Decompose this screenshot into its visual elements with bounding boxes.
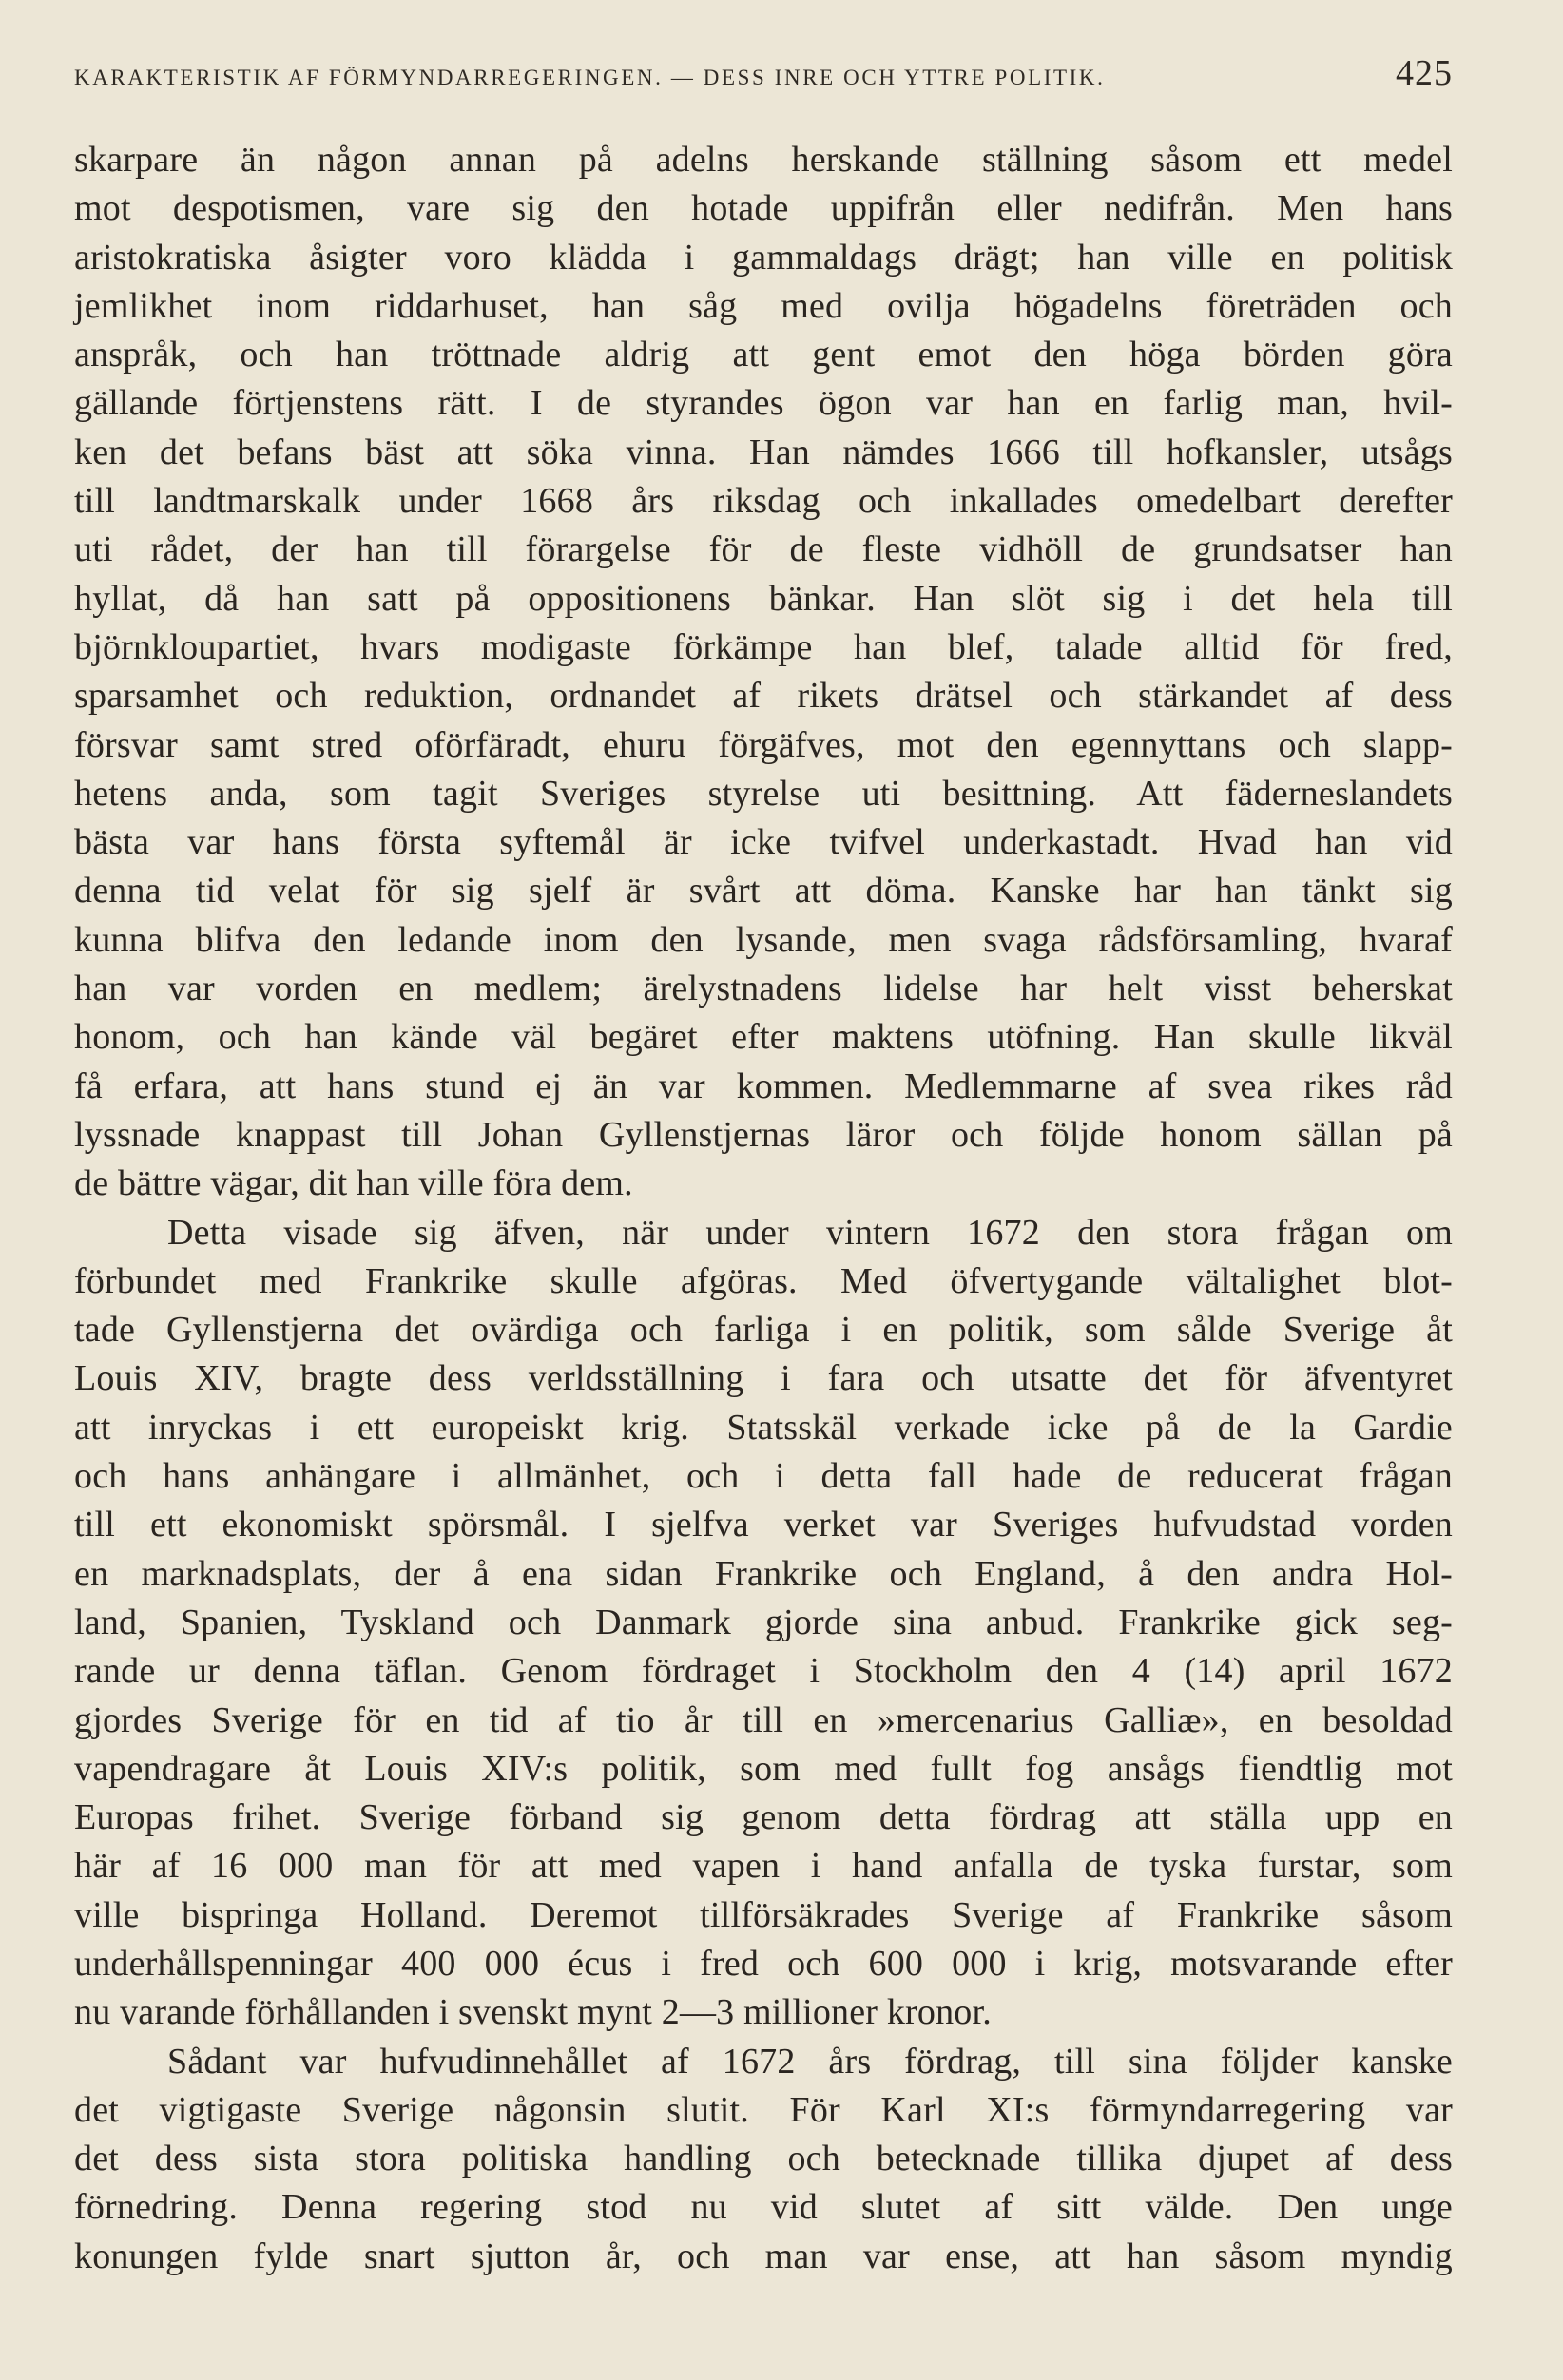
- text-line: tade Gyllenstjerna det ovärdiga och farliga i en politik, som sålde Sverige åt: [74, 1310, 1453, 1351]
- text-line: förnedring. Denna regering stod nu vid slutet af sitt välde. Den unge: [74, 2187, 1453, 2228]
- text-line: denna tid velat för sig sjelf är svårt att döma. Kanske har han tänkt sig: [74, 871, 1453, 912]
- running-head-title: KARAKTERISTIK AF FÖRMYNDARREGERINGEN. — DESS INRE OCH YTTRE POLITIK.: [74, 66, 1106, 89]
- text-line: här af 16 000 man för att med vapen i hand anfalla de tyska furstar, som: [74, 1846, 1453, 1887]
- text-line: förbundet med Frankrike skulle afgöras. Med öfvertygande vältalighet blot-: [74, 1260, 1453, 1301]
- text-line: rande ur denna täflan. Genom fördraget i Stockholm den 4 (14) april 1672: [74, 1651, 1453, 1692]
- text-line: sparsamhet och reduktion, ordnandet af rikets drätsel och stärkandet af dess: [74, 676, 1453, 717]
- text-line: att inryckas i ett europeiskt krig. Statsskäl verkade icke på de la Gardie: [74, 1407, 1453, 1448]
- text-line: vapendragare åt Louis XIV:s politik, som med fullt fog ansågs fiendtlig mot: [74, 1748, 1453, 1789]
- text-line: hyllat, då han satt på oppositionens bänkar. Han slöt sig i det hela till: [74, 578, 1453, 619]
- text-line: och hans anhängare i allmänhet, och i detta fall hade de reducerat frågan: [74, 1456, 1453, 1497]
- text-line: skarpare än någon annan på adelns herskande ställning såsom ett medel: [74, 140, 1453, 180]
- text-line: en marknadsplats, der å ena sidan Frankrike och England, å den andra Hol-: [74, 1553, 1453, 1594]
- text-line: de bättre vägar, dit han ville föra dem.: [74, 1163, 633, 1204]
- text-line: jemlikhet inom riddarhuset, han såg med ovilja högadelns företräden och: [74, 285, 1453, 326]
- text-line: ville bispringa Holland. Deremot tillförsäkrades Sverige af Frankrike såsom: [74, 1894, 1453, 1935]
- text-line: Europas frihet. Sverige förband sig genom detta fördrag att ställa upp en: [74, 1797, 1453, 1838]
- text-line: hetens anda, som tagit Sveriges styrelse uti besittning. Att fäderneslandets: [74, 773, 1453, 814]
- text-line: honom, och han kände väl begäret efter maktens utöfning. Han skulle likväl: [74, 1017, 1453, 1058]
- text-line: det vigtigaste Sverige någonsin slutit. För Karl XI:s förmyndarregering var: [74, 2089, 1453, 2130]
- text-line: anspråk, och han tröttnade aldrig att gent emot den höga börden göra: [74, 335, 1453, 375]
- text-line: han var vorden en medlem; ärelystnadens lidelse har helt visst beherskat: [74, 969, 1453, 1009]
- text-line: det dess sista stora politiska handling och betecknade tillika djupet af dess: [74, 2139, 1453, 2179]
- text-line: gällande förtjenstens rätt. I de styrandes ögon var han en farlig man, hvil-: [74, 383, 1453, 424]
- text-line: underhållspenningar 400 000 écus i fred och 600 000 i krig, motsvarande efter: [74, 1943, 1453, 1984]
- text-line: nu varande förhållanden i svenskt mynt 2—3 millioner kronor.: [74, 1992, 992, 2033]
- body-text: [74, 136, 1453, 2281]
- text-line: uti rådet, der han till förargelse för de fleste vidhöll de grundsatser han: [74, 529, 1453, 570]
- running-head: [74, 52, 1453, 113]
- text-line: försvar samt stred oförfäradt, ehuru förgäfves, mot den egennyttans och slapp-: [74, 724, 1453, 765]
- text-line: gjordes Sverige för en tid af tio år till en »mercenarius Galliæ», en besoldad: [74, 1699, 1453, 1740]
- text-line: till ett ekonomiskt spörsmål. I sjelfva verket var Sveriges hufvudstad vorden: [74, 1505, 1453, 1545]
- text-line: lyssnade knappast till Johan Gyllenstjernas läror och följde honom sällan på: [74, 1114, 1453, 1155]
- text-line: Sådant var hufvudinnehållet af 1672 års fördrag, till sina följder kanske: [167, 2041, 1453, 2082]
- text-line: Detta visade sig äfven, när under vintern 1672 den stora frågan om: [167, 1212, 1453, 1253]
- text-line: land, Spanien, Tyskland och Danmark gjorde sina anbud. Frankrike gick seg-: [74, 1602, 1453, 1642]
- text-line: bästa var hans första syftemål är icke tvifvel underkastadt. Hvad han vid: [74, 822, 1453, 863]
- text-line: ken det befans bäst att söka vinna. Han nämdes 1666 till hofkansler, utsågs: [74, 432, 1453, 472]
- text-line: kunna blifva den ledande inom den lysande, men svaga rådsförsamling, hvaraf: [74, 919, 1453, 960]
- text-line: till landtmarskalk under 1668 års riksdag och inkallades omedelbart derefter: [74, 481, 1453, 522]
- text-line: Louis XIV, bragte dess verldsställning i fara och utsatte det för äfventyret: [74, 1358, 1453, 1399]
- page-number: 425: [1396, 53, 1453, 93]
- text-line: aristokratiska åsigter voro klädda i gammaldags drägt; han ville en politisk: [74, 237, 1453, 278]
- text-line: björnkloupartiet, hvars modigaste förkämpe han blef, talade alltid för fred,: [74, 626, 1453, 667]
- text-line: få erfara, att hans stund ej än var kommen. Medlemmarne af svea rikes råd: [74, 1065, 1453, 1106]
- text-line: mot despotismen, vare sig den hotade uppifrån eller nedifrån. Men hans: [74, 188, 1453, 229]
- text-line: konungen fylde snart sjutton år, och man var ense, att han såsom myndig: [74, 2236, 1453, 2276]
